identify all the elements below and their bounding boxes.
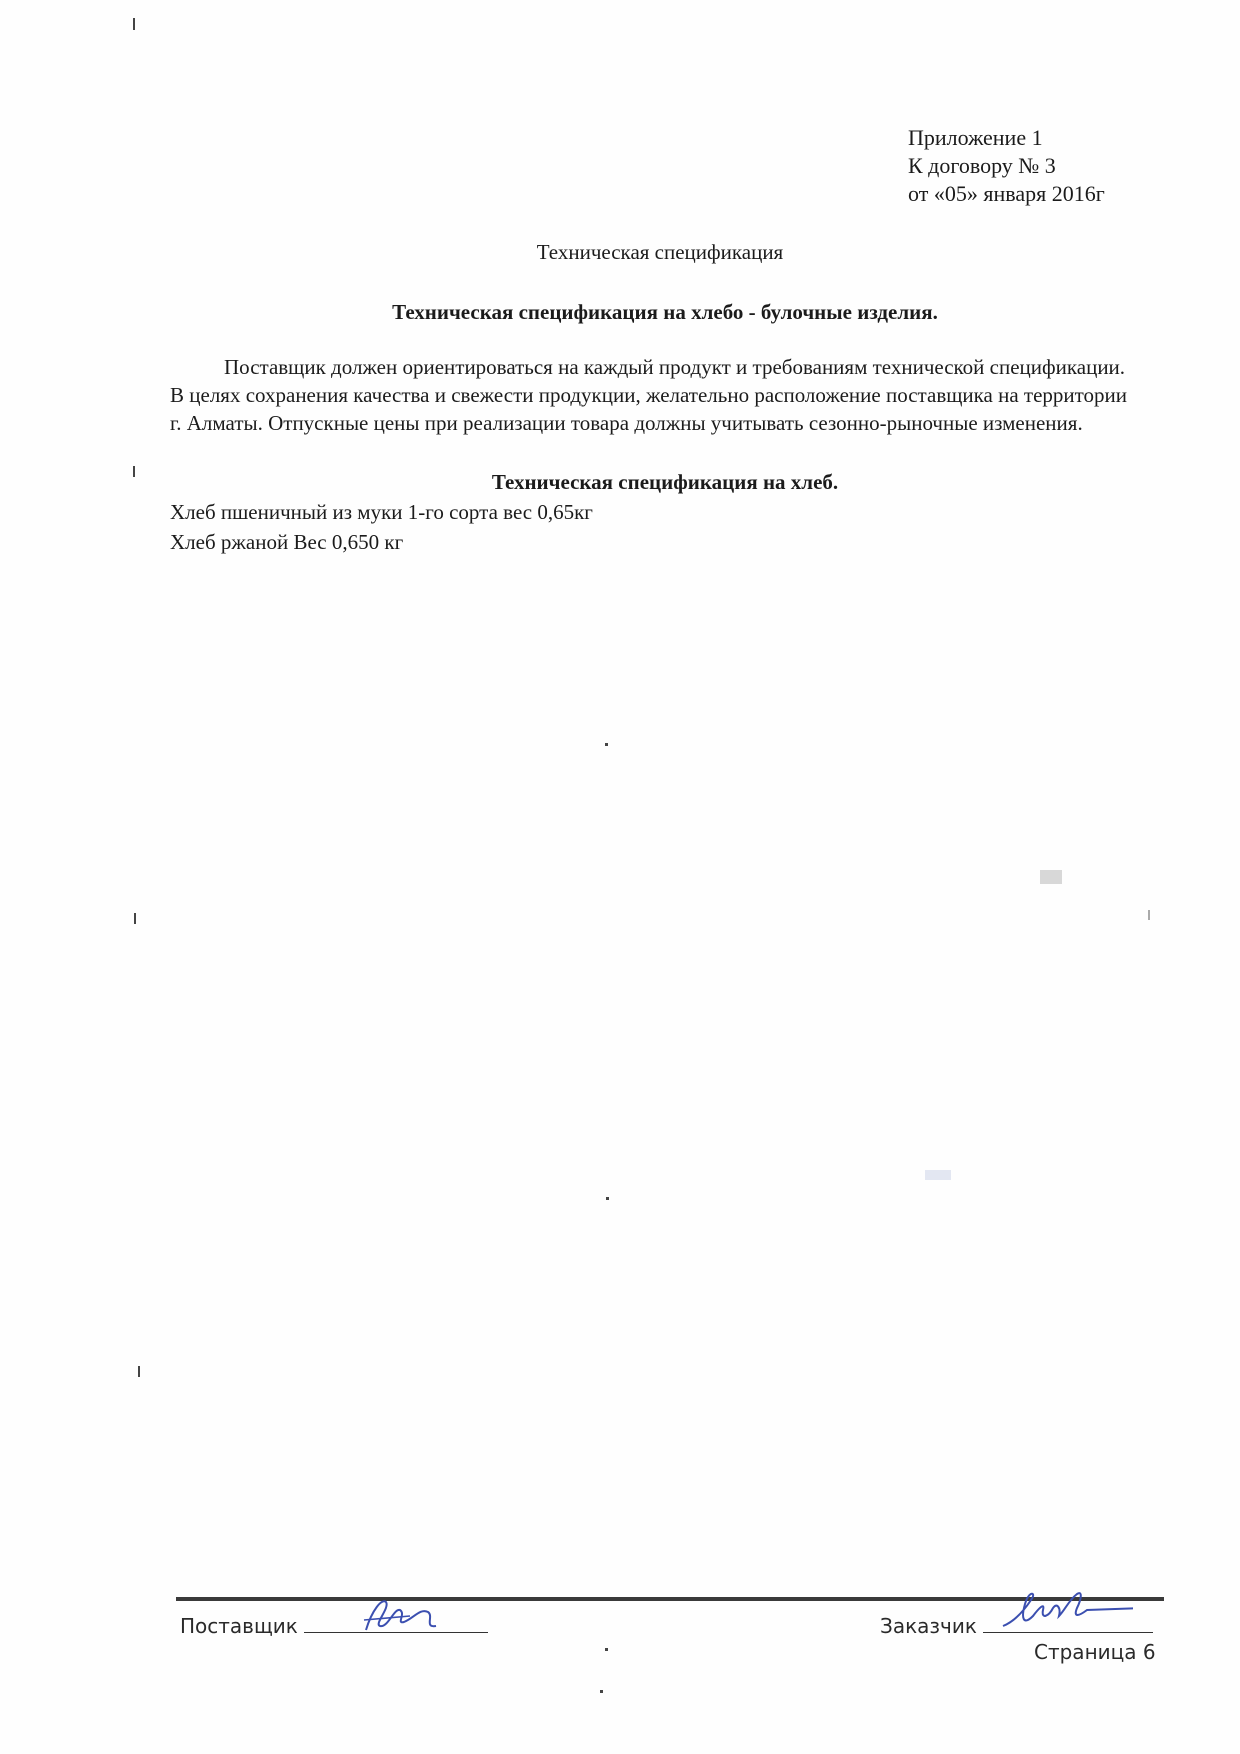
page-number: Страница 6 — [1034, 1640, 1156, 1664]
scan-mark — [600, 1690, 603, 1693]
document-subtitle: Техническая спецификация на хлебо - булочные изделия. — [392, 300, 938, 324]
supplier-signature — [324, 1590, 464, 1638]
scan-mark — [1148, 910, 1150, 920]
section-heading: Техническая спецификация на хлеб. — [491, 470, 839, 494]
scan-mark — [606, 1197, 609, 1200]
scan-mark — [138, 1366, 140, 1377]
list-item: Хлеб ржаной Вес 0,650 кг — [170, 530, 404, 554]
appendix-date: от «05» января 2016г — [908, 181, 1105, 206]
scan-mark — [133, 18, 135, 30]
supplier-signature-line — [304, 1612, 488, 1633]
supplier-label: Поставщик — [180, 1614, 298, 1638]
scan-mark — [1040, 870, 1062, 884]
scan-mark — [605, 743, 608, 746]
customer-signature-line — [983, 1612, 1153, 1633]
appendix-block — [908, 124, 1105, 208]
customer-signature — [993, 1586, 1133, 1634]
list-item: Хлеб пшеничный из муки 1-го сорта вес 0,65кг — [170, 500, 593, 524]
appendix-number: Приложение 1 — [908, 125, 1043, 150]
appendix-contract: К договору № 3 — [908, 153, 1056, 178]
scan-mark — [134, 913, 136, 924]
scan-mark — [605, 1648, 608, 1651]
customer-label: Заказчик — [880, 1614, 977, 1638]
supplier-signature-block — [180, 1612, 488, 1638]
scan-mark — [925, 1170, 951, 1180]
customer-signature-block — [880, 1612, 1153, 1638]
document-title: Техническая спецификация — [536, 240, 784, 264]
body-paragraph: Поставщик должен ориентироваться на каждый продукт и требованиям технической спецификации. В целях сохранения качества и свежести продукции, желательно расположение поставщика на территории г. Алматы. Отпускные цены при реализации товара должны учитывать сезонно-рыночные изменения. — [170, 355, 1128, 435]
